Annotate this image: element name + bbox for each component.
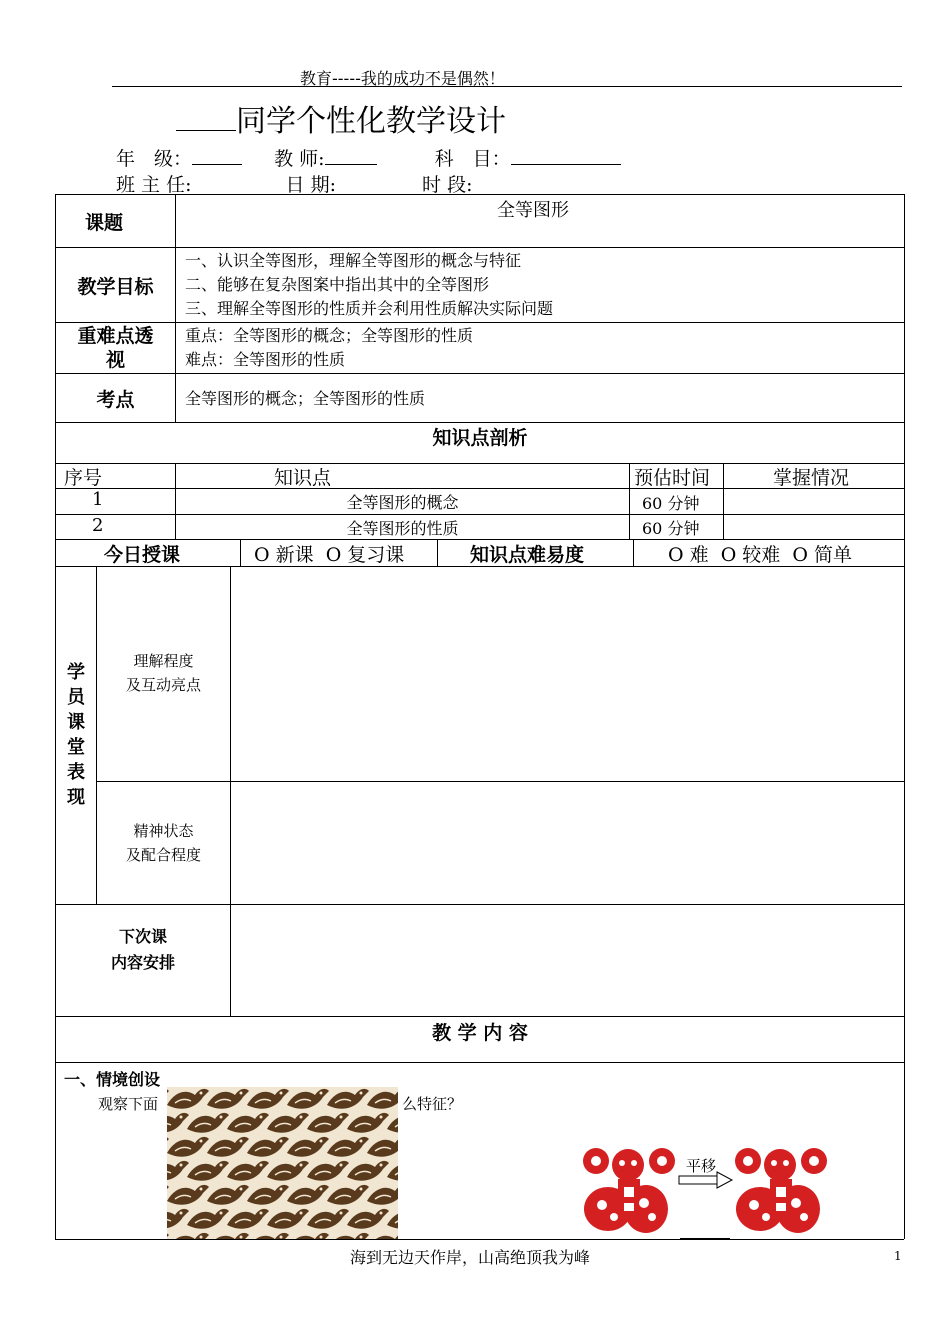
row-time: 60 分钟: [642, 494, 700, 513]
translate-label: 平移: [686, 1157, 717, 1175]
spirit-label: 精神状态 及配合程度: [125, 822, 201, 864]
col-header-time: 预估时间: [634, 467, 711, 489]
teacher-label: 教 师:: [274, 148, 325, 170]
row-mastery[interactable]: [730, 516, 900, 536]
teaching-content-title: 教 学 内 容: [432, 1021, 528, 1044]
row-no: 2: [92, 515, 104, 536]
info-row-1: [116, 144, 621, 171]
knowledge-section-title: 知识点剖析: [432, 426, 528, 449]
goals-list: [185, 249, 553, 321]
teacher-field[interactable]: [325, 148, 377, 165]
grade-field[interactable]: [192, 148, 242, 165]
papercut-translated-image: [730, 1143, 832, 1239]
col-header-point: 知识点: [274, 467, 332, 489]
subject-label: 科 目：: [434, 148, 511, 170]
topic-label: 课题: [84, 211, 123, 234]
subject-field[interactable]: [511, 148, 621, 165]
row-time: 60 分钟: [642, 519, 700, 538]
next-lesson-field[interactable]: [232, 906, 902, 1014]
lesson-type-options[interactable]: O 新课 O 复习课: [254, 544, 405, 566]
period-label: 时 段:: [422, 174, 473, 196]
observe-suffix: 么特征？: [402, 1095, 463, 1113]
row-point: 全等图形的性质: [346, 518, 459, 538]
col-header-no: 序号: [64, 467, 103, 489]
page-number: 1: [894, 1249, 902, 1263]
topic-value: 全等图形: [497, 200, 569, 221]
goals-label: 教学目标: [77, 275, 154, 298]
translate-arrow-icon: [678, 1170, 734, 1190]
observe-prefix: 观察下面: [98, 1095, 159, 1113]
date-label: 日 期:: [285, 174, 336, 196]
section-1-heading: 一、情境创设: [64, 1070, 161, 1089]
image-baseline: [680, 1238, 730, 1239]
today-lesson-label: 今日授课: [104, 544, 181, 566]
performance-label: 学 员 课 堂 表 现: [67, 662, 85, 808]
next-lesson-label: 下次课 内容安排: [110, 927, 175, 972]
slogan: 教育-----我的成功不是偶然！: [300, 69, 505, 88]
title-text: 同学个性化教学设计: [236, 104, 506, 139]
exam-value: 全等图形的概念；全等图形的性质: [185, 389, 426, 408]
understanding-label: 理解程度 及互动亮点: [125, 652, 201, 694]
keypoints-list: [185, 324, 473, 372]
headteacher-label: 班 主 任:: [116, 174, 192, 196]
spirit-field[interactable]: [232, 783, 902, 903]
col-header-mastery: 掌握情况: [773, 467, 850, 489]
difficulty-options[interactable]: O 难 O 较难 O 简单: [668, 544, 853, 566]
goal-item: 二、能够在复杂图案中指出其中的全等图形: [185, 275, 490, 294]
keypoint-item: 难点：全等图形的性质: [185, 350, 346, 369]
header-rule: [112, 86, 902, 87]
grade-label: 年 级：: [116, 148, 193, 170]
keypoint-item: 重点：全等图形的概念；全等图形的性质: [185, 326, 474, 345]
info-row-2: [116, 170, 472, 197]
document-title: [176, 100, 506, 142]
goal-item: 三、理解全等图形的性质并会利用性质解决实际问题: [185, 299, 554, 318]
exam-label: 考点: [96, 388, 135, 411]
papercut-original-image: [578, 1143, 680, 1239]
row-mastery[interactable]: [730, 491, 900, 511]
goal-item: 一、认识全等图形，理解全等图形的概念与特征: [185, 251, 522, 270]
difficulty-label: 知识点难易度: [470, 544, 585, 566]
row-no: 1: [92, 489, 104, 510]
keypoints-label: 重难点透 视: [77, 325, 154, 371]
understanding-field[interactable]: [232, 568, 902, 780]
row-point: 全等图形的概念: [346, 493, 459, 512]
student-name-blank[interactable]: [176, 100, 236, 131]
tessellation-birds-image: [167, 1087, 398, 1239]
footer-motto: 海到无边天作岸，山高绝顶我为峰: [350, 1248, 591, 1267]
